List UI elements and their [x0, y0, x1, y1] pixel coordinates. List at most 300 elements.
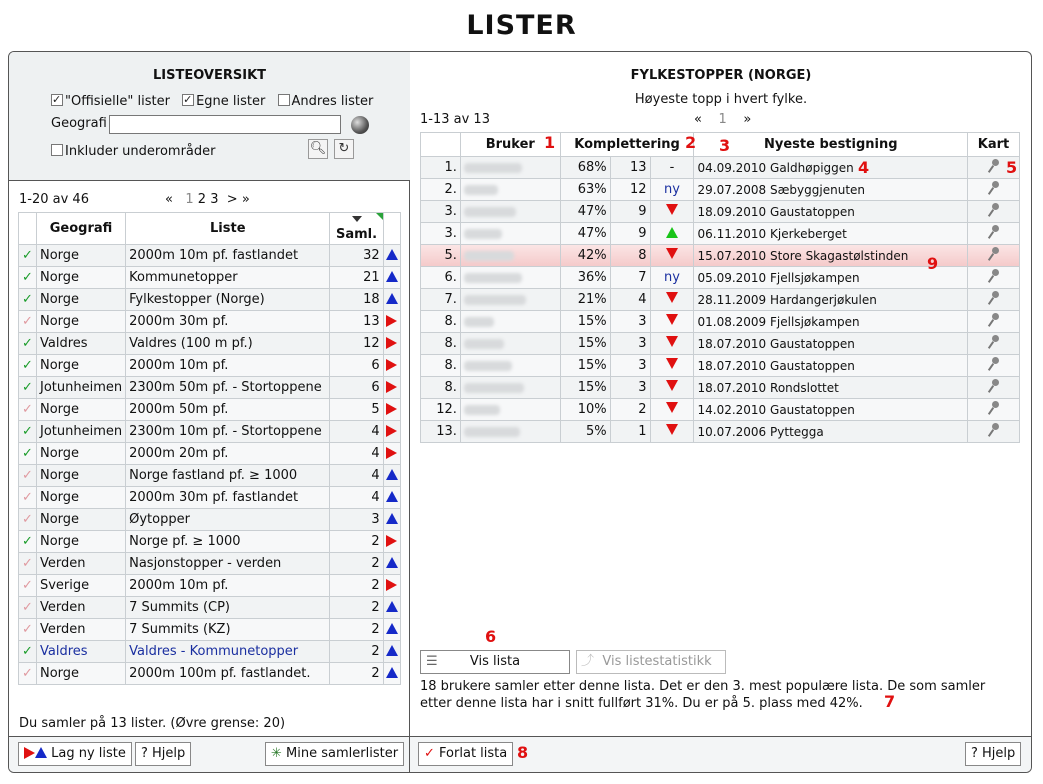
table-row[interactable]	[421, 421, 1020, 443]
collect-check-icon[interactable]: ✓	[19, 487, 37, 509]
collect-check-icon[interactable]: ✓	[19, 421, 37, 443]
list-geo: Norge	[36, 311, 125, 333]
result-date: 29.07.2008	[697, 182, 767, 197]
list-count: 5	[330, 399, 383, 421]
annotation-3: 3	[719, 136, 731, 155]
result-map[interactable]	[968, 289, 1020, 311]
trend-up-icon	[386, 271, 398, 282]
magnifier-icon[interactable]: 🔍︎	[308, 139, 328, 159]
leave-list-label: Forlat lista	[439, 746, 508, 761]
list-overview-panel	[9, 52, 410, 772]
result-rank: 3.	[421, 223, 461, 245]
left-action-bar	[9, 736, 409, 772]
list-info-text: 18 brukere samler etter denne lista. Det er den 3. mest populære lista. De som samler etter denne lista har i snitt fullført 31%. Du er på 5. plass med 42%.	[420, 679, 986, 711]
map-pin-icon[interactable]	[987, 269, 1001, 283]
result-map[interactable]	[968, 179, 1020, 201]
result-percent: 63%	[560, 179, 610, 201]
list-name[interactable]: Kommunetopper	[126, 267, 330, 289]
table-row[interactable]	[421, 179, 1020, 201]
result-trend	[650, 421, 694, 443]
result-peak[interactable]: Gaustatoppen	[770, 358, 855, 373]
collect-check-icon[interactable]: ✓	[19, 465, 37, 487]
lists-header-list[interactable]: Liste	[126, 213, 330, 245]
blurred-username	[464, 207, 516, 217]
refresh-icon[interactable]: ↻	[334, 139, 354, 159]
list-count: 2	[330, 597, 383, 619]
collect-check-icon[interactable]: ✓	[19, 597, 37, 619]
result-percent: 21%	[560, 289, 610, 311]
table-row[interactable]	[19, 443, 401, 465]
trend-up-icon	[386, 601, 398, 612]
list-name[interactable]: 2000m 30m pf. fastlandet	[126, 487, 330, 509]
table-row[interactable]	[19, 553, 401, 575]
annotation-2: 2	[685, 133, 697, 152]
overview-heading: LISTEOVERSIKT	[152, 68, 267, 83]
trend-up-icon	[386, 249, 398, 260]
map-pin-icon[interactable]	[987, 181, 1001, 195]
list-name[interactable]: 2300m 50m pf. - Stortoppene	[126, 377, 330, 399]
result-date: 18.07.2010	[697, 336, 767, 351]
result-count: 4	[610, 289, 650, 311]
own-lists-checkbox[interactable]	[182, 94, 194, 106]
trend-down-icon	[666, 358, 678, 369]
list-geo: Norge	[36, 531, 125, 553]
table-row[interactable]	[19, 289, 401, 311]
red-arrow-icon	[24, 747, 35, 759]
result-user[interactable]	[460, 201, 560, 223]
result-date: 01.08.2009	[697, 314, 767, 329]
result-trend	[650, 201, 694, 223]
table-row[interactable]	[19, 311, 401, 333]
results-header-latest[interactable]: Nyeste bestigning	[694, 133, 968, 157]
left-help-button[interactable]: ? Hjelp	[135, 742, 191, 766]
pager-page-2[interactable]: 2	[197, 192, 207, 207]
list-name[interactable]: Valdres - Kommunetopper	[126, 641, 330, 663]
result-trend	[650, 399, 694, 421]
show-stats-button[interactable]	[576, 650, 726, 674]
table-row[interactable]	[19, 245, 401, 267]
result-date: 18.07.2010	[697, 380, 767, 395]
collect-check-icon[interactable]: ✓	[19, 531, 37, 553]
list-trend	[383, 465, 400, 487]
result-peak[interactable]: Fjellsjøkampen	[770, 314, 860, 329]
result-peak[interactable]: Fjellsjøkampen	[770, 270, 860, 285]
list-count: 12	[330, 333, 383, 355]
detail-range: 1-13 av 13	[420, 112, 490, 127]
collect-check-icon[interactable]: ✓	[19, 575, 37, 597]
result-date: 06.11.2010	[697, 226, 767, 241]
collect-check-icon[interactable]: ✓	[19, 443, 37, 465]
trend-right-icon	[386, 359, 397, 371]
table-row[interactable]	[421, 289, 1020, 311]
include-subareas-checkbox[interactable]	[51, 144, 63, 156]
list-trend	[383, 641, 400, 663]
collect-check-icon[interactable]: ✓	[19, 619, 37, 641]
list-name[interactable]: Norge fastland pf. ≥ 1000	[126, 465, 330, 487]
map-pin-icon[interactable]	[987, 335, 1001, 349]
result-user[interactable]	[460, 245, 560, 267]
table-row[interactable]	[19, 663, 401, 685]
trend-up-icon	[386, 491, 398, 502]
result-latest	[694, 223, 968, 245]
list-name[interactable]: 2000m 10m pf.	[126, 355, 330, 377]
result-peak[interactable]: Gaustatoppen	[770, 204, 855, 219]
result-rank: 8.	[421, 333, 461, 355]
blurred-username	[464, 229, 502, 239]
geography-input[interactable]	[109, 115, 341, 134]
list-name[interactable]: Øytopper	[126, 509, 330, 531]
right-help-button[interactable]: ? Hjelp	[965, 742, 1021, 766]
trend-right-icon	[386, 315, 397, 327]
list-geo: Norge	[36, 487, 125, 509]
filter-box	[9, 52, 410, 181]
result-count: 3	[610, 311, 650, 333]
geography-row	[51, 116, 107, 131]
table-row[interactable]	[19, 619, 401, 641]
list-name[interactable]: Nasjonstopper - verden	[126, 553, 330, 575]
table-row[interactable]	[19, 399, 401, 421]
results-table	[420, 132, 1020, 443]
list-name[interactable]: Fylkestopper (Norge)	[126, 289, 330, 311]
result-user[interactable]	[460, 223, 560, 245]
result-peak[interactable]: Rondslottet	[770, 380, 839, 395]
result-date: 05.09.2010	[697, 270, 767, 285]
new-list-button[interactable]	[18, 742, 132, 766]
result-peak[interactable]: Gaustatoppen	[770, 402, 855, 417]
show-list-label: Vis lista	[469, 654, 521, 669]
list-count: 6	[330, 377, 383, 399]
result-peak[interactable]: Store Skagastølstinden	[770, 248, 909, 263]
list-trend	[383, 333, 400, 355]
trend-text: ny	[664, 270, 680, 285]
blurred-username	[464, 361, 512, 371]
map-pin-icon[interactable]	[987, 225, 1001, 239]
list-geo: Verden	[36, 597, 125, 619]
collect-check-icon[interactable]: ✓	[19, 553, 37, 575]
result-map[interactable]	[968, 201, 1020, 223]
result-count: 13	[610, 157, 650, 179]
lists-header-count[interactable]	[330, 213, 383, 245]
pager-first[interactable]: «	[165, 192, 173, 207]
map-pin-icon[interactable]	[987, 313, 1001, 327]
trend-down-icon	[666, 314, 678, 325]
corner-flag-icon	[376, 213, 383, 220]
trend-up-icon	[386, 623, 398, 634]
table-row[interactable]	[19, 465, 401, 487]
table-row[interactable]	[19, 421, 401, 443]
annotation-5: 5	[1006, 158, 1018, 177]
map-pin-icon[interactable]	[987, 379, 1001, 393]
result-map[interactable]	[968, 377, 1020, 399]
result-peak[interactable]: Galdhøpiggen	[770, 160, 854, 175]
results-header-map: Kart	[968, 133, 1020, 157]
collect-check-icon[interactable]: ✓	[19, 663, 37, 685]
trend-up-icon	[386, 645, 398, 656]
collect-check-icon[interactable]: ✓	[19, 311, 37, 333]
result-map[interactable]	[968, 311, 1020, 333]
result-percent: 47%	[560, 201, 610, 223]
list-trend	[383, 509, 400, 531]
map-pin-icon[interactable]	[987, 203, 1001, 217]
list-trend	[383, 663, 400, 685]
trend-text: ny	[664, 182, 680, 197]
globe-icon[interactable]	[351, 116, 369, 134]
pager-page-3[interactable]: 3	[210, 192, 219, 207]
result-latest	[694, 421, 968, 443]
collect-check-icon[interactable]: ✓	[19, 289, 37, 311]
detail-pager-first[interactable]: «	[694, 112, 702, 127]
trend-down-icon	[666, 336, 678, 347]
blurred-username	[464, 427, 520, 437]
result-trend	[650, 157, 694, 179]
blurred-username	[464, 383, 524, 393]
result-rank: 5.	[421, 245, 461, 267]
detail-subtitle: Høyeste topp i hvert fylke.	[634, 92, 808, 107]
table-row[interactable]	[421, 333, 1020, 355]
annotation-7: 7	[884, 692, 896, 711]
result-user[interactable]	[460, 157, 560, 179]
result-trend	[650, 267, 694, 289]
list-geo: Norge	[36, 355, 125, 377]
result-count: 2	[610, 399, 650, 421]
list-trend	[383, 355, 400, 377]
right-action-bar	[410, 736, 1032, 772]
table-row[interactable]	[421, 377, 1020, 399]
collect-check-icon[interactable]: ✓	[19, 267, 37, 289]
trend-right-icon	[386, 535, 397, 547]
result-count: 9	[610, 223, 650, 245]
result-user[interactable]	[460, 421, 560, 443]
table-row[interactable]	[19, 531, 401, 553]
collect-summary: Du samler på 13 lister. (Øvre grense: 20)	[19, 716, 286, 731]
result-map[interactable]	[968, 333, 1020, 355]
result-percent: 42%	[560, 245, 610, 267]
blurred-username	[464, 317, 494, 327]
list-name[interactable]: 2000m 20m pf.	[126, 443, 330, 465]
table-row[interactable]	[19, 597, 401, 619]
map-pin-icon[interactable]	[987, 401, 1001, 415]
result-peak[interactable]: Gaustatoppen	[770, 336, 855, 351]
result-latest	[694, 377, 968, 399]
page-title: LISTER	[466, 10, 577, 41]
list-count: 2	[330, 663, 383, 685]
table-row[interactable]	[19, 509, 401, 531]
list-count: 2	[330, 553, 383, 575]
list-name[interactable]: 7 Summits (KZ)	[126, 619, 330, 641]
collect-check-icon[interactable]: ✓	[19, 355, 37, 377]
trend-right-icon	[386, 337, 397, 349]
table-row[interactable]	[19, 333, 401, 355]
trend-up-icon	[666, 227, 678, 238]
result-map[interactable]	[968, 421, 1020, 443]
list-name[interactable]: 2000m 100m pf. fastlandet.	[126, 663, 330, 685]
collect-check-icon[interactable]: ✓	[19, 245, 37, 267]
trend-up-icon	[386, 469, 398, 480]
leave-list-button[interactable]	[418, 742, 513, 766]
collect-check-icon[interactable]: ✓	[19, 509, 37, 531]
table-row[interactable]	[421, 223, 1020, 245]
table-row[interactable]	[19, 267, 401, 289]
official-lists-label: "Offisielle" lister	[65, 94, 170, 109]
result-count: 8	[610, 245, 650, 267]
result-trend	[650, 377, 694, 399]
result-user[interactable]	[460, 377, 560, 399]
lists-header-trend	[383, 213, 400, 245]
lists-range: 1-20 av 46	[19, 192, 89, 207]
result-percent: 5%	[560, 421, 610, 443]
collect-check-icon[interactable]: ✓	[19, 333, 37, 355]
list-name[interactable]: 2300m 10m pf. - Stortoppene	[126, 421, 330, 443]
list-icon: ☰	[426, 654, 438, 669]
list-trend	[383, 311, 400, 333]
result-count: 7	[610, 267, 650, 289]
list-geo: Jotunheimen	[36, 421, 125, 443]
list-geo: Norge	[36, 267, 125, 289]
list-trend	[383, 619, 400, 641]
table-row[interactable]	[19, 377, 401, 399]
result-peak[interactable]: Sæbyggjenuten	[770, 182, 866, 197]
others-lists-checkbox[interactable]	[278, 94, 290, 106]
result-user[interactable]	[460, 267, 560, 289]
list-count: 21	[330, 267, 383, 289]
blurred-username	[464, 339, 504, 349]
table-row[interactable]	[421, 311, 1020, 333]
result-rank: 8.	[421, 355, 461, 377]
include-subareas-label: Inkluder underområder	[65, 144, 216, 159]
list-trend	[383, 289, 400, 311]
show-stats-label: Vis listestatistikk	[602, 654, 712, 669]
result-map[interactable]	[968, 399, 1020, 421]
result-count: 12	[610, 179, 650, 201]
map-pin-icon[interactable]	[987, 423, 1001, 437]
blurred-username	[464, 405, 500, 415]
list-trend	[383, 377, 400, 399]
lists-header-geo[interactable]: Geografi	[36, 213, 125, 245]
map-pin-icon[interactable]	[987, 159, 1001, 173]
list-count: 3	[330, 509, 383, 531]
result-user[interactable]	[460, 289, 560, 311]
list-geo: Norge	[36, 289, 125, 311]
result-user[interactable]	[460, 179, 560, 201]
map-pin-icon[interactable]	[987, 291, 1001, 305]
blurred-username	[464, 295, 526, 305]
trend-right-icon	[386, 381, 397, 393]
result-percent: 15%	[560, 333, 610, 355]
table-row[interactable]	[421, 157, 1020, 179]
main-frame	[8, 51, 1032, 773]
list-geo: Valdres	[36, 333, 125, 355]
pager-last[interactable]: »	[241, 192, 250, 207]
list-count: 2	[330, 641, 383, 663]
result-user[interactable]	[460, 355, 560, 377]
include-subareas-row	[51, 144, 216, 159]
result-map[interactable]	[968, 245, 1020, 267]
list-name[interactable]: Valdres (100 m pf.)	[126, 333, 330, 355]
collect-check-icon[interactable]: ✓	[19, 399, 37, 421]
result-user[interactable]	[460, 311, 560, 333]
list-name[interactable]: 2000m 10m pf. fastlandet	[126, 245, 330, 267]
result-latest	[694, 333, 968, 355]
pager-next[interactable]: >	[226, 192, 238, 207]
result-peak[interactable]: Kjerkeberget	[770, 226, 847, 241]
table-row[interactable]	[421, 399, 1020, 421]
table-row[interactable]	[421, 355, 1020, 377]
trend-down-icon	[666, 424, 678, 435]
list-name[interactable]: Norge pf. ≥ 1000	[126, 531, 330, 553]
list-name[interactable]: 2000m 10m pf.	[126, 575, 330, 597]
result-latest	[694, 201, 968, 223]
result-date: 15.07.2010	[697, 248, 767, 263]
table-row[interactable]	[19, 575, 401, 597]
collect-check-icon[interactable]: ✓	[19, 377, 37, 399]
result-latest	[694, 157, 968, 179]
annotation-8: 8	[517, 743, 529, 762]
list-trend	[383, 245, 400, 267]
result-map[interactable]	[968, 355, 1020, 377]
map-pin-icon[interactable]	[987, 357, 1001, 371]
result-latest	[694, 399, 968, 421]
annotation-9: 9	[927, 254, 939, 273]
result-user[interactable]	[460, 399, 560, 421]
my-lists-button[interactable]	[265, 742, 404, 766]
table-row[interactable]	[421, 201, 1020, 223]
result-percent: 47%	[560, 223, 610, 245]
table-row[interactable]	[19, 487, 401, 509]
detail-pager-last[interactable]: »	[743, 112, 752, 127]
list-trend	[383, 531, 400, 553]
result-peak[interactable]: Pyttegga	[770, 424, 824, 439]
pager-current: 1	[185, 192, 194, 207]
list-geo: Norge	[36, 465, 125, 487]
list-count: 32	[330, 245, 383, 267]
map-pin-icon[interactable]	[987, 247, 1001, 261]
result-percent: 10%	[560, 399, 610, 421]
table-row[interactable]	[19, 355, 401, 377]
result-map[interactable]	[968, 267, 1020, 289]
result-count: 3	[610, 355, 650, 377]
checkmark-icon: ✓	[424, 746, 435, 761]
lists-header-check	[19, 213, 37, 245]
result-percent: 68%	[560, 157, 610, 179]
show-list-button[interactable]	[420, 650, 570, 674]
collect-check-icon[interactable]: ✓	[19, 641, 37, 663]
results-header-completion[interactable]: Komplettering	[560, 133, 694, 157]
geography-label: Geografi	[51, 116, 107, 131]
result-count: 3	[610, 377, 650, 399]
trend-down-icon	[666, 292, 678, 303]
list-name[interactable]: 2000m 30m pf.	[126, 311, 330, 333]
table-row[interactable]	[19, 641, 401, 663]
others-lists-label: Andres lister	[291, 94, 374, 109]
result-peak[interactable]: Hardangerjøkulen	[770, 292, 877, 307]
own-lists-label: Egne lister	[196, 94, 266, 109]
result-percent: 15%	[560, 311, 610, 333]
result-rank: 8.	[421, 377, 461, 399]
official-lists-checkbox[interactable]	[51, 94, 63, 106]
list-name[interactable]: 7 Summits (CP)	[126, 597, 330, 619]
result-percent: 15%	[560, 377, 610, 399]
result-map[interactable]	[968, 223, 1020, 245]
blurred-username	[464, 251, 514, 261]
trend-right-icon	[386, 579, 397, 591]
trend-right-icon	[386, 403, 397, 415]
list-name[interactable]: 2000m 50m pf.	[126, 399, 330, 421]
result-trend	[650, 311, 694, 333]
result-user[interactable]	[460, 333, 560, 355]
results-header-rank	[421, 133, 461, 157]
chart-icon: ⤴	[581, 654, 595, 669]
results-header-user[interactable]: Bruker	[460, 133, 560, 157]
